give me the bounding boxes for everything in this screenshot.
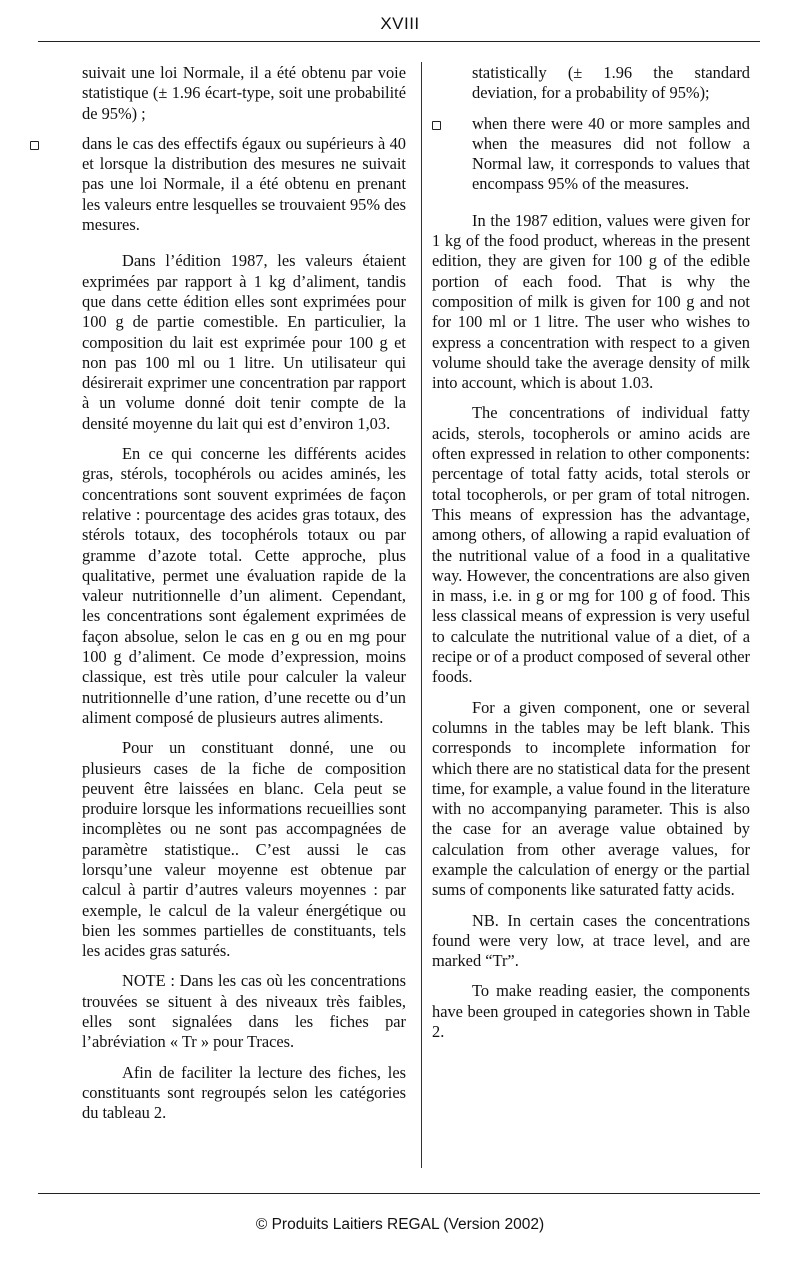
paragraph-edition: Dans l’édition 1987, les valeurs étaient exprimées par rapport à 1 kg d’aliment, tandis que dans cette édition elles sont exprimées pour 100 g de partie comestible. En particulier, la composition du lait est exprimée pour 100 g et non pas 100 ml ou 1 litre. Un utilisateur qui désirerait exprimer une concentration par rapport à un volume donné doit tenir compte de la densité moyenne du lait qui est d’environ 1,03.: [82, 251, 406, 433]
bullet-text: dans le cas des effectifs égaux ou supérieurs à 40 et lorsque la distribution des mesures ne suivait pas une loi Normale, il a été obtenu en prenant les valeurs entre lesquelles se trouvaient 95% des mesures.: [82, 133, 406, 235]
paragraph-note: NB. In certain cases the concentrations found were very low, at trace level, and are marked “Tr”.: [432, 910, 750, 971]
paragraph-blank-cells: Pour un constituant donné, une ou plusieurs cases de la fiche de composition peuvent être laissées en blanc. Cela peut se produire lorsque les informations recueillies sont incomplètes ou ne sont pas accompagnées de paramètre statistique.. C’est aussi le cas lorsqu’une valeur moyenne est obtenue par calcul à partir d’autres valeurs moyennes : par exemple, le calcul de la valeur énergétique ou bien les sommes partielles de constituants, tels les acides gras saturés.: [82, 738, 406, 961]
left-column-french: [82, 63, 406, 1134]
checkbox-bullet-icon: [30, 141, 39, 150]
paragraph-edition: In the 1987 edition, values were given for 1 kg of the food product, whereas in the present edition, they are given for 100 g of the edible portion of each food. That is why the composition of milk is given for 100 g and not for 100 ml or 1 litre. The user who wishes to express a concentration with respect to a given volume should take the average density of milk into account, which is about 1.03.: [432, 210, 750, 393]
copyright-footer: © Produits Laitiers REGAL (Version 2002): [255, 1216, 545, 1233]
checkbox-bullet-icon: [432, 121, 441, 130]
bullet-text: when there were 40 or more samples and when the measures did not follow a Normal law, it corresponds to values that encompass 95% of the measures.: [472, 113, 750, 194]
page-number: XVIII: [380, 14, 420, 33]
continuation-text: statistically (± 1.96 the standard deviation, for a probability of 95%);: [472, 63, 750, 103]
column-divider: [421, 62, 422, 1168]
bullet-item: [432, 114, 750, 195]
right-column-english: [432, 63, 750, 1052]
header-rule: [38, 41, 760, 42]
paragraph-reading: Afin de faciliter la lecture des fiches, les constituants sont regroupés selon les catégories du tableau 2.: [82, 1062, 406, 1123]
paragraph-reading: To make reading easier, the components have been grouped in categories shown in Table 2.: [432, 981, 750, 1042]
paragraph-note: NOTE : Dans les cas où les concentrations trouvées se situent à des niveaux très faibles, elles sont signalées dans les fiches par l’abréviation « Tr » pour Traces.: [82, 971, 406, 1052]
bullet-item: [82, 134, 406, 235]
paragraph-concentrations: The concentrations of individual fatty acids, sterols, tocopherols or amino acids are often expressed in relation to other components: percentage of total fatty acids, total sterols or total tocopherols, or per gram of total nitrogen. This means of expression has the advantage, among others, of allowing a rapid evaluation of the nutritional value of a food in a qualitative way. However, the concentrations are also given in mass, i.e. in g or mg for 100 g of food. This less classical means of expression is very useful to calculate the nutritional value of a diet, of a recipe or of a product composed of several other foods.: [432, 403, 750, 687]
paragraph-blank-columns: For a given component, one or several columns in the tables may be left blank. This corresponds to incomplete information for which there are no statistical data for the present time, for example, a value found in the literature with no accompanying parameter. This is also the case for an average value obtained by calculation from other average values, for example the calculation of energy or the partial sums of components like saturated fatty acids.: [432, 697, 750, 900]
continuation-text: suivait une loi Normale, il a été obtenu par voie statistique (± 1.96 écart-type, soit une probabilité de 95%) ;: [82, 63, 406, 123]
paragraph-concentrations: En ce qui concerne les différents acides gras, stérols, tocophérols ou acides aminés, les concentrations sont souvent exprimées de façon relative : pourcentage des acides gras totaux, des stérols totaux, des tocophérols totaux ou par gramme d’azote total. Cette approche, plus qualitative, permet une évaluation rapide de la valeur nutritionnelle d’un aliment. Cependant, les concentrations sont également exprimées de façon absolue, selon le cas en g ou en mg pour 100 g d’aliment. Ce mode d’expression, moins classique, est très utile pour calculer la valeur nutritionnelle d’une ration, d’une recette ou d’un aliment composé de plusieurs autres aliments.: [82, 444, 406, 727]
footer-rule: [38, 1193, 760, 1194]
